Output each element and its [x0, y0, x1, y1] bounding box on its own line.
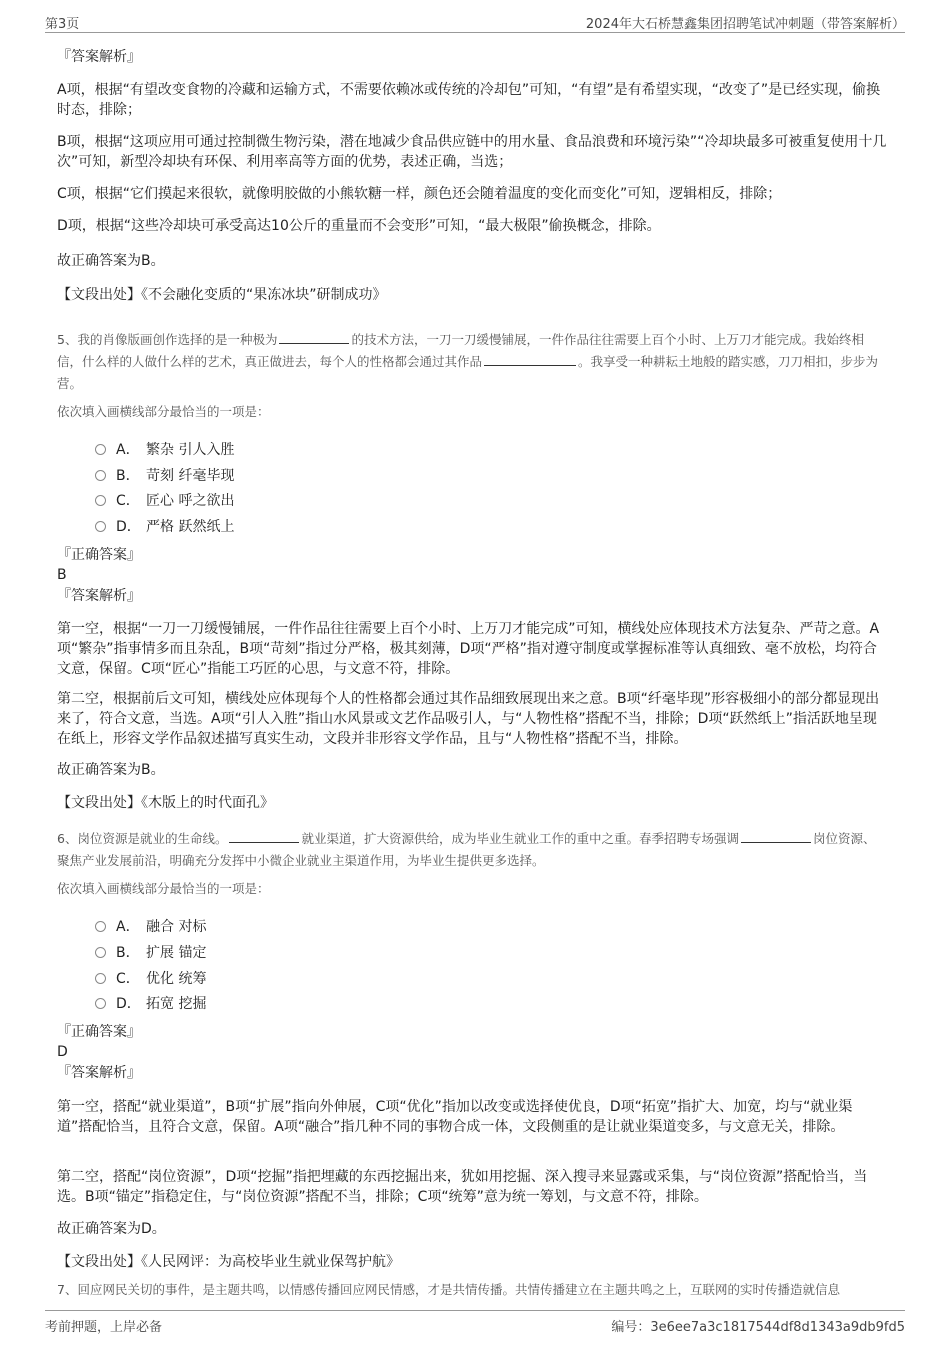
option-b[interactable]: B． 扩展 锚定: [95, 942, 206, 964]
next-question-clipped: [57, 1282, 887, 1300]
answer-label: 『正确答案』: [57, 547, 141, 563]
analysis-paragraph: 第一空，搭配“就业渠道”，B项“扩展”指向外伸展，C项“优化”指加以改变或选择使优良，D项“拓宽”指扩大、加宽，均与“就业渠道”搭配恰当，且符合文意，保留。A项“融合”指几种不同的事物合成一体，文段侧重的是让就业渠道变多，与文意无关，排除。: [57, 1099, 853, 1135]
question-stem: 5、我的肖像版画创作选择的是一种极为 的技术方法，一刀一刀缓慢铺展，一件作品往往需要上百个小时、上万刀才能完成。我始终相信，什么样的人做什么样的艺术，真正做进去，每个人的性格都会通过其作品 。我享受一种耕耘土地般的踏实感，刀刀相扣，步步为营。: [57, 332, 879, 391]
answer-value: B: [57, 567, 67, 583]
option-b[interactable]: B． 苛刻 纤毫毕现: [95, 465, 234, 487]
page-footer: [45, 1310, 905, 1337]
analysis-label: 『答案解析』: [57, 588, 141, 604]
question-prompt: 依次填入画横线部分最恰当的一项是：: [57, 881, 270, 896]
radio-icon[interactable]: [95, 444, 106, 455]
conclusion: 故正确答案为B。: [57, 253, 165, 269]
option-d[interactable]: D． 拓宽 挖掘: [95, 993, 206, 1015]
radio-icon[interactable]: [95, 973, 106, 984]
option-a[interactable]: A． 繁杂 引人入胜: [95, 439, 234, 461]
conclusion: 故正确答案为B。: [57, 762, 165, 778]
conclusion: 故正确答案为D。: [57, 1221, 166, 1237]
analysis-paragraph: 第二空，搭配“岗位资源”，D项“挖掘”指把埋藏的东西挖掘出来，犹如用挖掘、深入搜寻来显露或采集，与“岗位资源”搭配恰当，当选。B项“锚定”指稳定住，与“岗位资源”搭配不当，排除；C项“统筹”意为统一筹划，与文意不符，排除。: [57, 1169, 868, 1205]
option-a[interactable]: A． 融合 对标: [95, 916, 206, 938]
blank-line: [484, 353, 576, 366]
radio-icon[interactable]: [95, 998, 106, 1009]
source: 【文段出处】《木版上的时代面孔》: [57, 795, 274, 811]
blank-line: [229, 830, 299, 843]
question-stem: 6、岗位资源是就业的生命线。 就业渠道，扩大资源供给，成为毕业生就业工作的重中之重。春季招聘专场强调 岗位资源、聚焦产业发展前沿，明确充分发挥中小微企业就业主渠道作用，为毕业生提供更多选择。: [57, 831, 876, 868]
page-number: 第3页: [45, 17, 80, 32]
option-c[interactable]: C． 匠心 呼之欲出: [95, 490, 234, 512]
source: 【文段出处】《不会融化变质的“果冻冰块”研制成功》: [57, 287, 387, 303]
option-c[interactable]: C． 优化 统筹: [95, 968, 206, 990]
source: 【文段出处】《人民网评：为高校毕业生就业保驾护航》: [57, 1254, 400, 1270]
analysis-option-a: A项，根据“有望改变食物的冷藏和运输方式，不需要依赖冰或传统的冷却包”可知，“有望”是有希望实现，“改变了”是已经实现，偷换时态，排除；: [57, 82, 881, 118]
document-id: 编号：3e6ee7a3c1817544df8d1343a9db9fd5: [611, 1320, 905, 1335]
option-d[interactable]: D． 严格 跃然纸上: [95, 516, 234, 538]
radio-icon[interactable]: [95, 470, 106, 481]
analysis-option-d: D项，根据“这些冷却块可承受高达10公斤的重量而不会变形”可知，“最大极限”偷换概念，排除。: [57, 218, 661, 234]
answer-label: 『正确答案』: [57, 1024, 141, 1040]
question-stem-partial: 7、回应网民关切的事件，是主题共鸣，以情感传播回应网民情感，才是共情传播。共情传播建立在主题共鸣之上，互联网的实时传播造就信息: [57, 1282, 840, 1297]
analysis-paragraph: 第一空，根据“一刀一刀缓慢铺展，一件作品往往需要上百个小时、上万刀才能完成”可知，横线处应体现技术方法复杂、严苛之意。A项“繁杂”指事情多而且杂乱，B项“苛刻”指过分严格，极其刻薄，D项“严格”指对遵守制度或掌握标准等认真细致、毫不放松，均符合文意，保留。C项“匠心”指能工巧匠的心思，与文意不符，排除。: [57, 621, 880, 677]
analysis-option-c: C项，根据“它们摸起来很软，就像明胶做的小熊软糖一样，颜色还会随着温度的变化而变化”可知，逻辑相反，排除；: [57, 186, 782, 202]
radio-icon[interactable]: [95, 947, 106, 958]
radio-icon[interactable]: [95, 921, 106, 932]
document-title: 2024年大石桥慧鑫集团招聘笔试冲刺题（带答案解析）: [585, 17, 905, 32]
page-header: [45, 10, 905, 33]
analysis-paragraph: 第二空，根据前后文可知，横线处应体现每个人的性格都会通过其作品细致展现出来之意。B项“纤毫毕现”形容极细小的部分都显现出来了，符合文意，当选。A项“引人入胜”指山水风景或文艺作品吸引人，与“人物性格”搭配不当，排除；D项“跃然纸上”指活跃地呈现在纸上，形容文学作品叙述描写真实生动，文段并非形容文学作品，且与“人物性格”搭配不当，排除。: [57, 691, 880, 747]
blank-line: [279, 331, 349, 344]
question-prompt: 依次填入画横线部分最恰当的一项是：: [57, 404, 270, 419]
analysis-label: 『答案解析』: [57, 49, 141, 65]
analysis-label: 『答案解析』: [57, 1065, 141, 1081]
answer-value: D: [57, 1044, 68, 1060]
blank-line: [741, 830, 811, 843]
radio-icon[interactable]: [95, 495, 106, 506]
analysis-option-b: B项，根据“这项应用可通过控制微生物污染，潜在地减少食品供应链中的用水量、食品浪费和环境污染”“冷却块最多可被重复使用十几次”可知，新型冷却块有环保、利用率高等方面的优势，表述正确，当选；: [57, 134, 887, 170]
radio-icon[interactable]: [95, 521, 106, 532]
footer-slogan: 考前押题，上岸必备: [45, 1320, 163, 1335]
